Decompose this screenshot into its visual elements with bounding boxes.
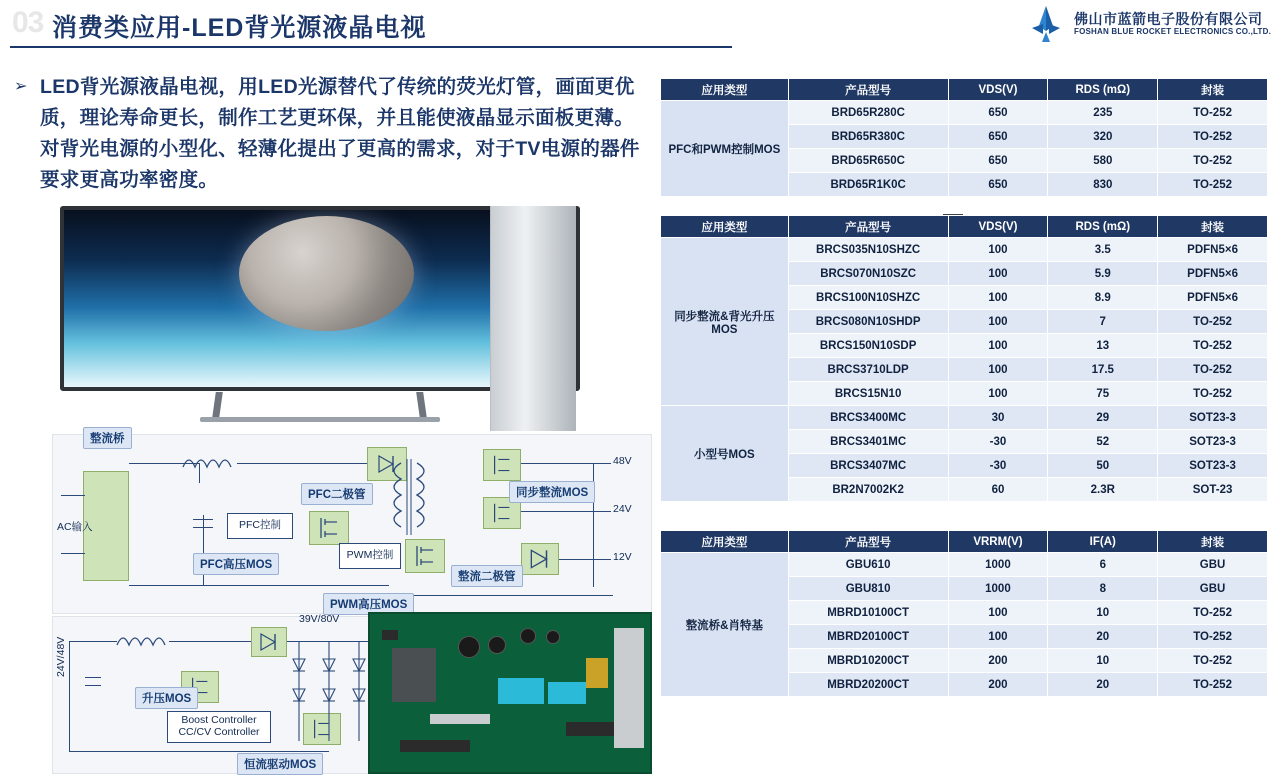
cell-rds: 29	[1048, 406, 1158, 430]
tv-stand-foot	[200, 417, 440, 422]
bullet-arrow-icon: ➢	[14, 78, 28, 95]
table-row	[661, 101, 1268, 125]
cell-vrrm: 200	[948, 649, 1048, 673]
intro-paragraph: LED背光源液晶电视，用LED光源替代了传统的荧光灯管，画面更优质，理论寿命更长，制作工艺更环保，并且能使液晶显示面板更薄。对背光电源的小型化、轻薄化提出了更高的需求，对于TV电源的器件要求更高功率密度。	[40, 76, 640, 191]
cell-model: BRCS3400MC	[788, 406, 948, 430]
cell-rds: 13	[1048, 334, 1158, 358]
table-header-row	[661, 216, 1268, 238]
cell-rds: 320	[1048, 125, 1158, 149]
cell-if: 10	[1048, 649, 1158, 673]
tv-product-image	[60, 206, 580, 431]
cell-vds: 100	[948, 358, 1048, 382]
cell-package: TO-252	[1158, 601, 1268, 625]
company-logo	[1026, 4, 1271, 44]
cell-vds: 650	[948, 125, 1048, 149]
wire	[69, 641, 70, 751]
table-row	[661, 553, 1268, 577]
diode-icon	[527, 547, 553, 571]
table-header-row	[661, 79, 1268, 101]
boost-controller-label: Boost Controller	[181, 714, 257, 727]
pcb-edge-connector	[614, 628, 644, 748]
cell-vrrm: 200	[948, 673, 1048, 697]
ac-input-label: AC输入	[57, 521, 93, 533]
th-app-type: 应用类型	[661, 531, 789, 553]
cell-vds: 650	[948, 101, 1048, 125]
wire	[69, 641, 117, 642]
th-app-type: 应用类型	[661, 216, 789, 238]
th-package: 封装	[1158, 531, 1268, 553]
input-voltage-label: 24V/48V	[55, 636, 67, 677]
table-header-row	[661, 531, 1268, 553]
th-model: 产品型号	[788, 79, 948, 101]
cell-if: 20	[1048, 673, 1158, 697]
cell-rds: 75	[1048, 382, 1158, 406]
cell-vrrm: 100	[948, 625, 1048, 649]
th-package: 封装	[1158, 79, 1268, 101]
tag-pwm-hv-mos: PWM高压MOS	[323, 593, 414, 615]
cell-if: 20	[1048, 625, 1158, 649]
cell-package: TO-252	[1158, 382, 1268, 406]
cell-model: MBRD20100CT	[788, 625, 948, 649]
cell-package: TO-252	[1158, 334, 1268, 358]
cell-category: PFC和PWM控制MOS	[661, 101, 789, 197]
cell-package: TO-252	[1158, 125, 1268, 149]
cell-model: BRD65R380C	[788, 125, 948, 149]
cell-model: BRD65R280C	[788, 101, 948, 125]
cell-vds: 100	[948, 286, 1048, 310]
cell-model: BRCS15N10	[788, 382, 948, 406]
cell-model: BRD65R650C	[788, 149, 948, 173]
table-row	[661, 238, 1268, 262]
cell-vds: 650	[948, 173, 1048, 197]
th-vds: VDS(V)	[948, 79, 1048, 101]
cell-package: PDFN5×6	[1158, 238, 1268, 262]
cell-model: BRCS100N10SHZC	[788, 286, 948, 310]
tag-const-current-mos: 恒流驱动MOS	[237, 753, 323, 775]
cell-rds: 8.9	[1048, 286, 1158, 310]
company-name-cn: 佛山市蓝箭电子股份有限公司	[1074, 11, 1263, 28]
th-model: 产品型号	[788, 531, 948, 553]
pcb-connector	[400, 740, 470, 752]
cell-package: SOT23-3	[1158, 406, 1268, 430]
page-title: 消费类应用-LED背光源液晶电视	[52, 14, 427, 42]
pcb-component	[586, 658, 608, 688]
cell-category: 整流桥&肖特基	[661, 553, 789, 697]
tv-stand-left	[212, 392, 223, 418]
cell-package: GBU	[1158, 553, 1268, 577]
tv-stand-right	[416, 392, 427, 418]
mosfet-icon	[315, 515, 343, 541]
company-name-en: FOSHAN BLUE ROCKET ELECTRONICS CO.,LTD.	[1074, 27, 1271, 37]
cell-model: BR2N7002K2	[788, 478, 948, 502]
cell-package: SOT23-3	[1158, 430, 1268, 454]
cell-model: BRCS070N10SZC	[788, 262, 948, 286]
cell-vds: 30	[948, 406, 1048, 430]
cell-rds: 2.3R	[1048, 478, 1158, 502]
cell-rds: 5.9	[1048, 262, 1158, 286]
th-rds: RDS (mΩ)	[1048, 216, 1158, 238]
cell-vds: -30	[948, 430, 1048, 454]
cell-vds: 100	[948, 262, 1048, 286]
cell-model: MBRD10200CT	[788, 649, 948, 673]
table-bridge-schottky	[660, 530, 1268, 697]
cell-rds: 52	[1048, 430, 1158, 454]
cell-package: TO-252	[1158, 625, 1268, 649]
section-number: 03	[12, 6, 44, 39]
cell-vds: 100	[948, 238, 1048, 262]
pcb-capacitor	[546, 630, 560, 644]
pcb-capacitor	[520, 628, 536, 644]
tag-pfc-hv-mos: PFC高压MOS	[193, 553, 279, 575]
wire	[193, 527, 213, 528]
cell-model: BRCS3407MC	[788, 454, 948, 478]
cell-vds: 100	[948, 334, 1048, 358]
th-rds: RDS (mΩ)	[1048, 79, 1158, 101]
cell-category: 同步整流&背光升压MOS	[661, 238, 789, 406]
tv-side-view	[490, 206, 576, 431]
wire	[61, 553, 85, 554]
ccv-controller-label: CC/CV Controller	[178, 726, 260, 738]
cell-package: PDFN5×6	[1158, 286, 1268, 310]
cell-vds: 60	[948, 478, 1048, 502]
pcb-heatsink	[392, 648, 436, 702]
cell-package: GBU	[1158, 577, 1268, 601]
cell-model: GBU610	[788, 553, 948, 577]
wire	[521, 463, 611, 464]
th-model: 产品型号	[788, 216, 948, 238]
cell-vds: 650	[948, 149, 1048, 173]
cell-rds: 3.5	[1048, 238, 1158, 262]
inductor-icon	[115, 631, 169, 647]
cell-model: BRCS080N10SHDP	[788, 310, 948, 334]
cell-rds: 7	[1048, 310, 1158, 334]
header-divider	[10, 46, 732, 48]
v12-label: 12V	[613, 551, 632, 563]
controller-box	[167, 711, 271, 743]
cell-model: MBRD20200CT	[788, 673, 948, 697]
left-content	[0, 56, 660, 771]
cell-category: 小型号MOS	[661, 406, 789, 502]
mosfet-icon	[489, 453, 515, 477]
pcb-chip	[382, 630, 398, 640]
cell-vds: 100	[948, 310, 1048, 334]
cell-rds: 830	[1048, 173, 1158, 197]
wire	[61, 495, 85, 496]
cell-rds: 17.5	[1048, 358, 1158, 382]
inductor-icon	[181, 453, 237, 469]
table-row	[661, 406, 1268, 430]
tag-rect-diode: 整流二极管	[451, 565, 523, 587]
table-sync-rect-and-small-mos	[660, 215, 1268, 502]
pcb-connector	[566, 722, 620, 736]
pcb-photo	[368, 612, 652, 774]
tv-stand	[200, 392, 440, 422]
th-if: IF(A)	[1048, 531, 1158, 553]
th-vrrm: VRRM(V)	[948, 531, 1048, 553]
cell-package: TO-252	[1158, 101, 1268, 125]
th-package: 封装	[1158, 216, 1268, 238]
tag-pfc-diode: PFC二极管	[301, 483, 373, 505]
pcb-capacitor	[458, 636, 480, 658]
diode-icon	[257, 631, 281, 653]
wire	[559, 559, 611, 560]
wire	[193, 519, 213, 520]
wire	[85, 685, 101, 686]
v24-label: 24V	[613, 503, 632, 515]
cell-model: MBRD10100CT	[788, 601, 948, 625]
th-app-type: 应用类型	[661, 79, 789, 101]
cell-vds: 100	[948, 382, 1048, 406]
wire	[85, 677, 101, 678]
cell-model: GBU810	[788, 577, 948, 601]
cell-model: BRD65R1K0C	[788, 173, 948, 197]
cell-if: 10	[1048, 601, 1158, 625]
power-supply-schematic	[52, 434, 652, 614]
pcb-transformer	[548, 682, 586, 704]
cell-if: 8	[1048, 577, 1158, 601]
planet-graphic	[239, 216, 414, 331]
cell-model: BRCS3401MC	[788, 430, 948, 454]
mosfet-icon	[489, 501, 515, 525]
wire	[521, 511, 611, 512]
cell-vrrm: 1000	[948, 577, 1048, 601]
cell-vrrm: 1000	[948, 553, 1048, 577]
tag-sync-rect-mos: 同步整流MOS	[509, 481, 595, 503]
cell-vds: -30	[948, 454, 1048, 478]
cell-package: TO-252	[1158, 358, 1268, 382]
cell-model: BRCS035N10SHZC	[788, 238, 948, 262]
page-header	[0, 0, 1279, 48]
pcb-capacitor	[488, 636, 506, 654]
wire	[129, 585, 389, 586]
pwm-control-box: PWM控制	[339, 543, 401, 569]
cell-package: TO-252	[1158, 173, 1268, 197]
cell-if: 6	[1048, 553, 1158, 577]
cell-model: BRCS3710LDP	[788, 358, 948, 382]
tag-rectifier-bridge: 整流桥	[83, 427, 132, 449]
cell-rds: 580	[1048, 149, 1158, 173]
cell-package: TO-252	[1158, 649, 1268, 673]
intro-bullet	[14, 72, 654, 196]
cell-vrrm: 100	[948, 601, 1048, 625]
transformer-icon	[389, 451, 429, 571]
cell-package: TO-252	[1158, 673, 1268, 697]
pfc-control-box: PFC控制	[227, 513, 293, 539]
cell-rds: 50	[1048, 454, 1158, 478]
cell-package: SOT-23	[1158, 478, 1268, 502]
cell-package: PDFN5×6	[1158, 262, 1268, 286]
cell-package: TO-252	[1158, 310, 1268, 334]
cell-rds: 235	[1048, 101, 1158, 125]
th-vds: VDS(V)	[948, 216, 1048, 238]
cell-package: TO-252	[1158, 149, 1268, 173]
cell-package: SOT23-3	[1158, 454, 1268, 478]
rocket-logo-icon	[1026, 4, 1066, 44]
cell-model: BRCS150N10SDP	[788, 334, 948, 358]
tag-boost-mos: 升压MOS	[135, 687, 198, 709]
wire	[413, 595, 613, 596]
pcb-trace	[430, 714, 490, 724]
table-pfc-pwm-mos	[660, 78, 1268, 197]
wire	[237, 463, 387, 464]
pcb-transformer	[498, 678, 544, 704]
output-voltage-label: 39V/80V	[299, 613, 340, 625]
v48-label: 48V	[613, 455, 632, 467]
